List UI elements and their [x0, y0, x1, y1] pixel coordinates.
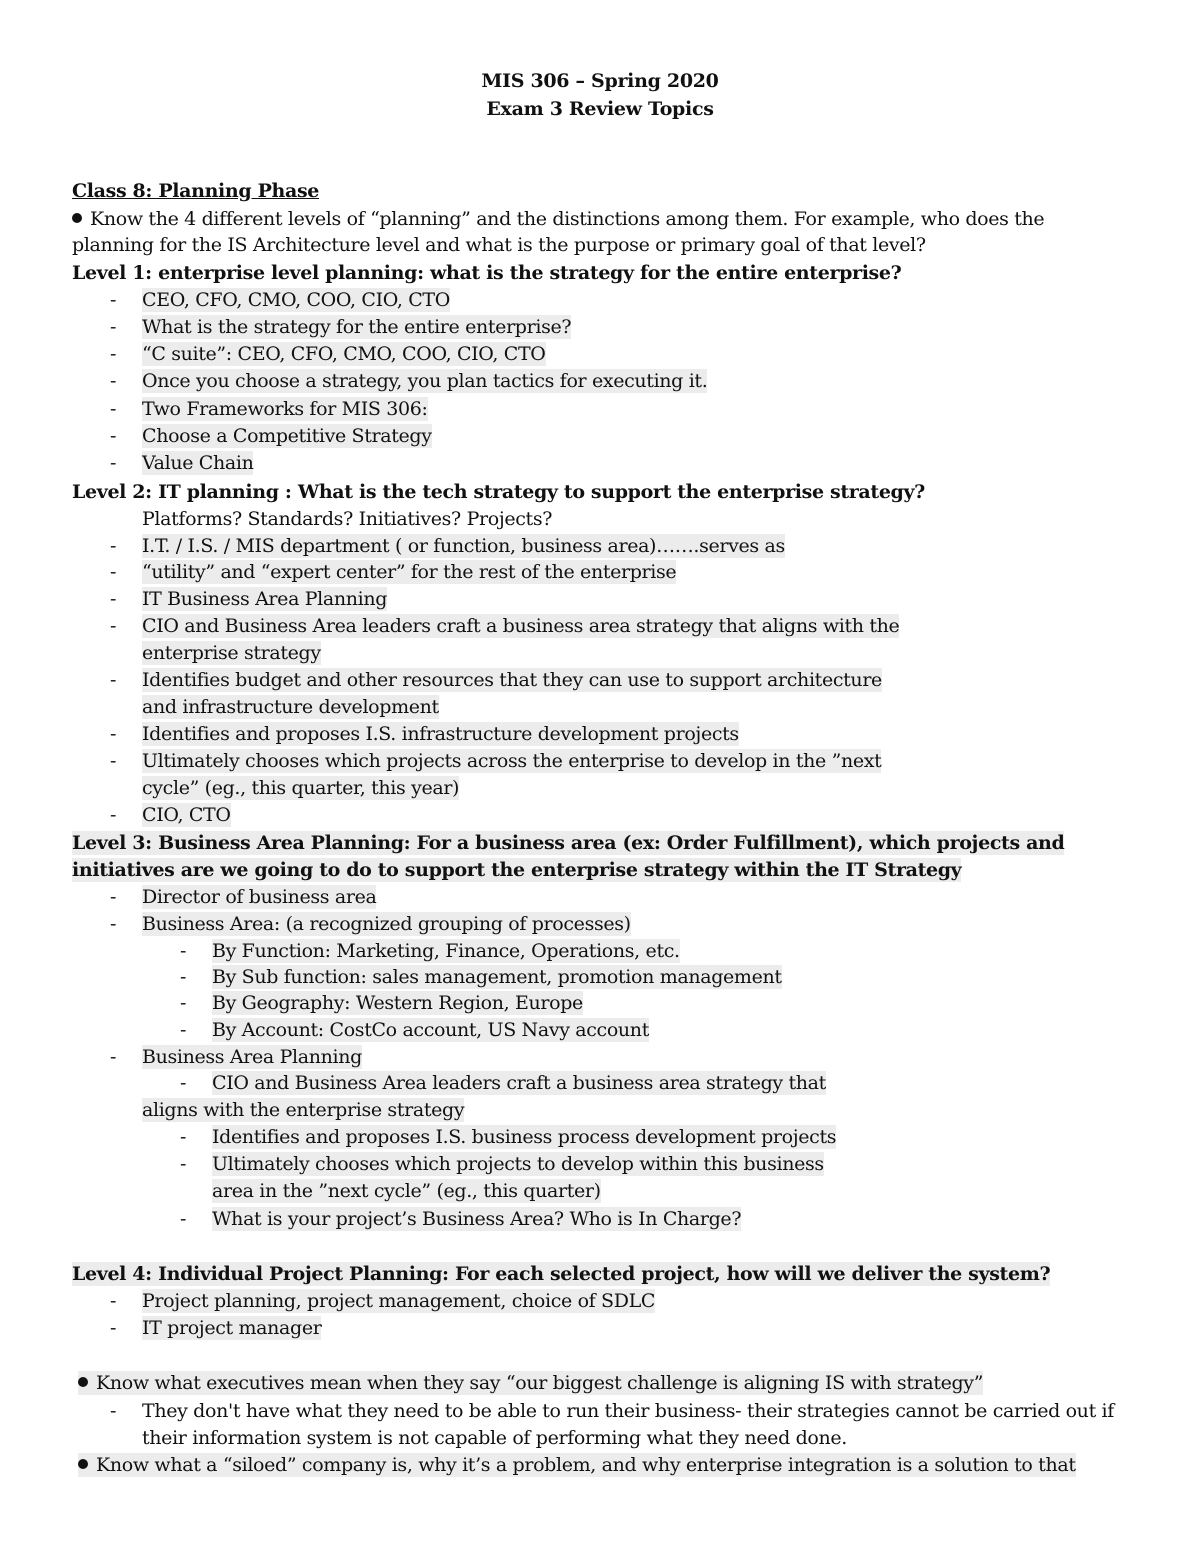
level2-item: Identifies and proposes I.S. infrastructure development projects	[142, 723, 739, 745]
level1-item: What is the strategy for the entire enterprise?	[142, 316, 572, 338]
closing-subitem-continued: their information system is not capable of performing what they need done.	[142, 1427, 847, 1449]
level3-subitem: By Geography: Western Region, Europe	[212, 992, 583, 1014]
level2-item-continued: cycle” (eg., this quarter, this year)	[142, 777, 460, 799]
dash-icon: -	[110, 1317, 117, 1339]
intro-line-2: planning for the IS Architecture level and what is the purpose or primary goal of that level?	[72, 234, 926, 256]
level2-item: “utility” and “expert center” for the rest of the enterprise	[142, 561, 677, 583]
level2-item: Ultimately chooses which projects across the enterprise to develop in the ”next	[142, 750, 882, 772]
dash-icon: -	[110, 669, 117, 691]
level1-item: Once you choose a strategy, you plan tactics for executing it.	[142, 370, 708, 392]
dash-icon: -	[110, 588, 117, 610]
level3-heading-line-2: initiatives are we going to do to support the enterprise strategy within the IT Strategy	[72, 859, 962, 881]
level2-item: I.T. / I.S. / MIS department ( or function, business area)…….serves as	[142, 535, 785, 557]
dash-icon: -	[110, 886, 117, 908]
dash-icon: -	[110, 535, 117, 557]
dash-icon: -	[180, 966, 187, 988]
level4-heading: Level 4: Individual Project Planning: For each selected project, how will we deliver the system?	[72, 1263, 1051, 1285]
level3-heading-line-1: Level 3: Business Area Planning: For a business area (ex: Order Fulfillment), which projects and	[72, 832, 1065, 854]
closing-bullet-2: Know what a “siloed” company is, why it’s a problem, and why enterprise integration is a solution to that	[78, 1453, 1076, 1477]
dash-icon: -	[110, 316, 117, 338]
level2-item-continued: enterprise strategy	[142, 642, 321, 664]
dash-icon: -	[110, 289, 117, 311]
level1-heading: Level 1: enterprise level planning: what is the strategy for the entire enterprise?	[72, 262, 902, 284]
level3-item: Business Area: (a recognized grouping of processes)	[142, 913, 631, 935]
dash-icon: -	[180, 1126, 187, 1148]
closing-subitem: They don't have what they need to be able to run their business- their strategies cannot be carried out if	[142, 1400, 1114, 1422]
document-subtitle: Exam 3 Review Topics	[486, 98, 714, 120]
level3-subitem-continued: area in the ”next cycle” (eg., this quarter)	[212, 1180, 601, 1202]
bullet-icon	[78, 1377, 88, 1387]
dash-icon: -	[110, 615, 117, 637]
bullet-icon	[72, 213, 82, 223]
level2-heading: Level 2: IT planning : What is the tech strategy to support the enterprise strategy?	[72, 481, 925, 503]
level2-item: CIO and Business Area leaders craft a business area strategy that aligns with the	[142, 615, 900, 637]
level4-item: Project planning, project management, choice of SDLC	[142, 1290, 656, 1312]
level2-item: IT Business Area Planning	[142, 588, 388, 610]
level2-item: CIO, CTO	[142, 804, 231, 826]
dash-icon: -	[110, 750, 117, 772]
dash-icon: -	[110, 370, 117, 392]
level2-subheading: Platforms? Standards? Initiatives? Projects?	[142, 508, 553, 530]
dash-icon: -	[110, 425, 117, 447]
level3-subitem-continued: aligns with the enterprise strategy	[142, 1099, 465, 1121]
dash-icon: -	[110, 398, 117, 420]
dash-icon: -	[110, 1400, 117, 1422]
level3-subitem: Identifies and proposes I.S. business process development projects	[212, 1126, 837, 1148]
level3-subitem: By Account: CostCo account, US Navy account	[212, 1019, 649, 1041]
dash-icon: -	[110, 452, 117, 474]
dash-icon: -	[110, 561, 117, 583]
level3-subitem: CIO and Business Area leaders craft a business area strategy that	[212, 1072, 826, 1094]
level3-subitem: By Function: Marketing, Finance, Operations, etc.	[212, 940, 680, 962]
level3-item: Business Area Planning	[142, 1046, 362, 1068]
bullet-icon	[78, 1459, 88, 1469]
dash-icon: -	[110, 913, 117, 935]
dash-icon: -	[180, 1208, 187, 1230]
dash-icon: -	[110, 723, 117, 745]
dash-icon: -	[110, 343, 117, 365]
level1-item: Two Frameworks for MIS 306:	[142, 398, 428, 420]
level3-subitem: By Sub function: sales management, promotion management	[212, 966, 782, 988]
level1-item: Value Chain	[142, 452, 254, 474]
level1-item: “C suite”: CEO, CFO, CMO, COO, CIO, CTO	[142, 343, 546, 365]
level2-item-continued: and infrastructure development	[142, 696, 439, 718]
level1-item: Choose a Competitive Strategy	[142, 425, 432, 447]
dash-icon: -	[180, 1019, 187, 1041]
dash-icon: -	[180, 1072, 187, 1094]
intro-line-1: Know the 4 different levels of “planning” and the distinctions among them. For example, who does the	[72, 207, 1044, 231]
level3-subitem: What is your project’s Business Area? Who is In Charge?	[212, 1208, 742, 1230]
dash-icon: -	[110, 1290, 117, 1312]
closing-bullet-1: Know what executives mean when they say “our biggest challenge is aligning IS with strategy”	[78, 1371, 983, 1395]
dash-icon: -	[180, 1153, 187, 1175]
level2-item: Identifies budget and other resources that they can use to support architecture	[142, 669, 882, 691]
level3-item: Director of business area	[142, 886, 377, 908]
level4-item: IT project manager	[142, 1317, 322, 1339]
level1-item: CEO, CFO, CMO, COO, CIO, CTO	[142, 289, 450, 311]
document-title: MIS 306 – Spring 2020	[481, 70, 719, 92]
dash-icon: -	[180, 940, 187, 962]
section-heading: Class 8: Planning Phase	[72, 180, 320, 202]
dash-icon: -	[110, 1046, 117, 1068]
dash-icon: -	[180, 992, 187, 1014]
dash-icon: -	[110, 804, 117, 826]
level3-subitem: Ultimately chooses which projects to develop within this business	[212, 1153, 824, 1175]
